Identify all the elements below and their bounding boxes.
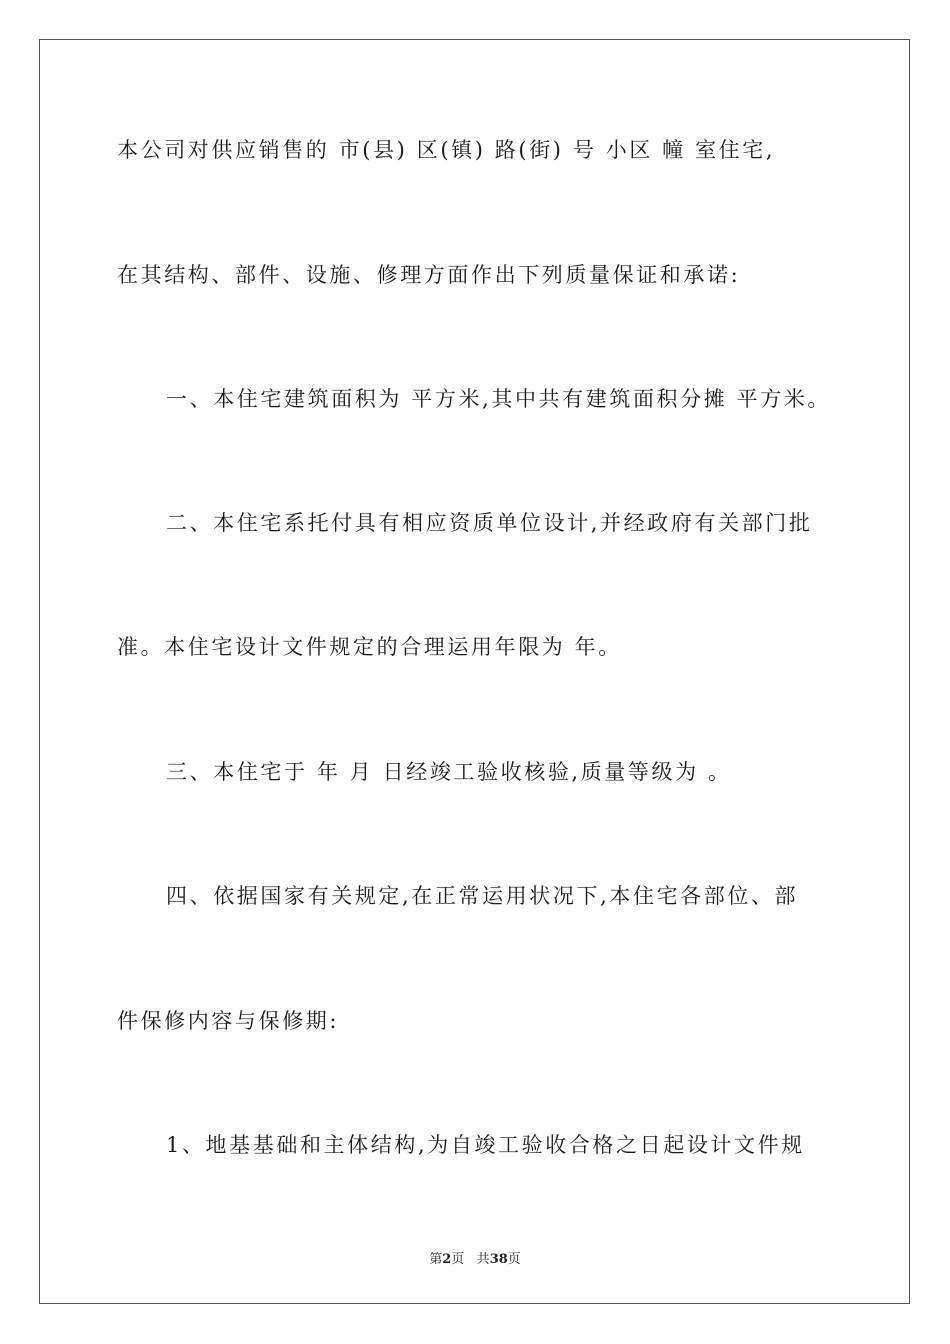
footer-page-suffix: 页 (451, 1252, 465, 1267)
footer-page-prefix: 第 (429, 1252, 443, 1267)
body-line-1: 本公司对供应销售的 市(县) 区(镇) 路(街) 号 小区 幢 室住宅, (117, 138, 776, 162)
body-line-3: 一、本住宅建筑面积为 平方米,其中共有建筑面积分摊 平方米。 (166, 387, 832, 411)
page-footer (0, 1248, 950, 1267)
page-border (39, 39, 910, 1304)
footer-total-pages: 38 (489, 1252, 508, 1267)
body-line-2: 在其结构、部件、设施、修理方面作出下列质量保证和承诺: (117, 263, 741, 287)
body-line-4: 二、本住宅系托付具有相应资质单位设计,并经政府有关部门批 (166, 511, 813, 535)
body-line-7: 四、依据国家有关规定,在正常运用状况下,本住宅各部位、部 (166, 884, 799, 908)
footer-page-number: 2 (442, 1252, 452, 1267)
body-line-5: 准。本住宅设计文件规定的合理运用年限为 年。 (117, 635, 622, 659)
body-line-9: 1、地基基础和主体结构,为自竣工验收合格之日起设计文件规 (166, 1133, 805, 1157)
body-line-8: 件保修内容与保修期: (117, 1009, 340, 1033)
body-line-6: 三、本住宅于 年 月 日经竣工验收核验,质量等级为 。 (166, 760, 732, 784)
footer-total-suffix: 页 (507, 1252, 521, 1267)
footer-total-prefix: 共 (476, 1252, 490, 1267)
